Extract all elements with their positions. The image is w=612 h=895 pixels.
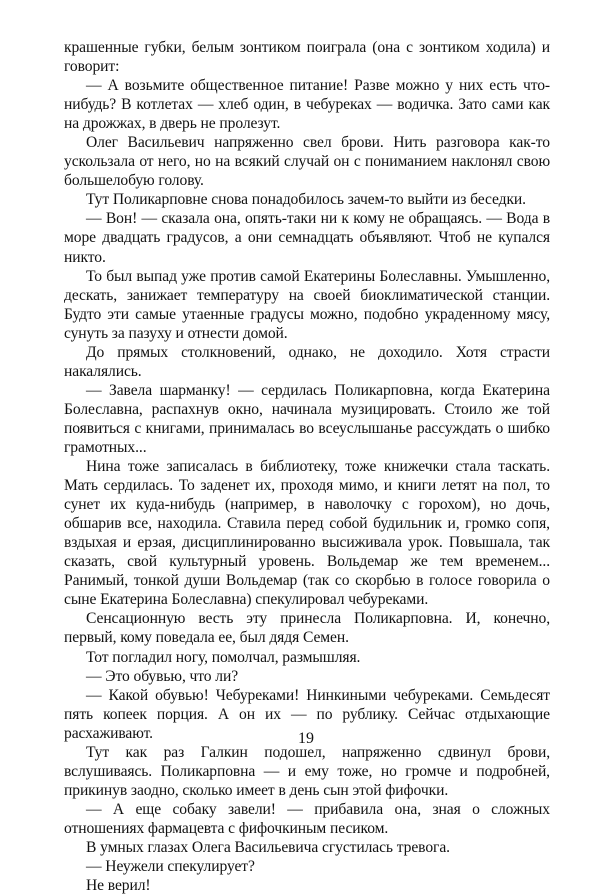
- paragraph-4: Тут Поликарповне снова понадобилось зачем-то выйти из беседки.: [86, 191, 526, 209]
- paragraph-2: — А возьмите общественное питание! Разве можно у них есть что-нибудь? В котлетах — хлеб один, в чебуреках — водичка. Зато сами как на дрожжах, в дверь не пролезут.: [64, 77, 550, 133]
- paragraph-5: — Вон! — сказала она, опять-таки ни к кому не обращаясь. — Вода в море двадцать градусов, а они семнадцать объявляют. Чтоб не купался никто.: [64, 210, 550, 266]
- paragraph-3: Олег Васильевич напряженно свел брови. Нить разговора как-то ускользала от него, но на всякий случай он с пониманием наклонял свою большелобую голову.: [64, 134, 550, 190]
- paragraph-1: крашенные губки, белым зонтиком поиграла (она с зонтиком ходила) и говорит:: [64, 39, 550, 76]
- page-number: 19: [298, 730, 314, 747]
- paragraph-12: — Это обувью, что ли?: [86, 667, 239, 685]
- paragraph-11: Тот погладил ногу, помолчал, размышляя.: [86, 648, 361, 666]
- paragraph-10: Сенсационную весть эту принесла Поликарповна. И, конечно, первый, кому поведала ее, был дядя Семен.: [64, 610, 550, 647]
- paragraph-17: — Неужели спекулирует?: [86, 858, 255, 876]
- paragraph-13: — Какой обувью! Чебуреками! Нинкиными чебуреками. Семьдесят пять копеек порция. А он их — по рублику. Сейчас отдыхающие расхаживают.: [64, 686, 550, 742]
- paragraph-14: Тут как раз Галкин подошел, напряженно сдвинул брови, вслушиваясь. Поликарповна — и ему тоже, но громче и подробней, прикинув заодно, сколько имеет в день сын этой фифочки.: [64, 743, 550, 799]
- paragraph-8: — Завела шарманку! — сердилась Поликарповна, когда Екатерина Болеславна, распахнув окно, начинала музицировать. Стоило же той появиться с книгами, принималась во всеуслышанье рассуждать о шибко грамотных...: [64, 381, 550, 456]
- paragraph-18: Не верил!: [86, 877, 151, 895]
- paragraph-6: То был выпад уже против самой Екатерины Болеславны. Умышленно, дескать, занижает температуру на своей биоклиматической станции. Будто эти самые утаенные градусы можно, подобно украденному мясу, сунуть за пазуху и отнести домой.: [64, 267, 550, 342]
- page-body: [64, 38, 550, 895]
- paragraph-7: До прямых столкновений, однако, не доходило. Хотя страсти накалялись.: [64, 343, 550, 380]
- paragraph-16: В умных глазах Олега Васильевича сгустилась тревога.: [86, 838, 450, 856]
- paragraph-15: — А еще собаку завели! — прибавила она, зная о сложных отношениях фармацевта с фифочкиным песиком.: [64, 800, 550, 837]
- paragraph-9: Нина тоже записалась в библиотеку, тоже книжечки стала таскать. Мать сердилась. То заденет их, проходя мимо, и книги летят на пол, то сунет их куда-нибудь (например, в наволочку с горохом), но дочь, обшарив все, находила. Ставила перед собой будильник и, громко сопя, вздыхая и ерзая, дисциплинированно высиживала урок. Повышала, так сказать, свой культурный уровень. Вольдемар же тем временем... Ранимый, тонкой души Вольдемар (так со скорбью в голосе говорила о сыне Екатерина Болеславна) спекулировал чебуреками.: [64, 458, 550, 609]
